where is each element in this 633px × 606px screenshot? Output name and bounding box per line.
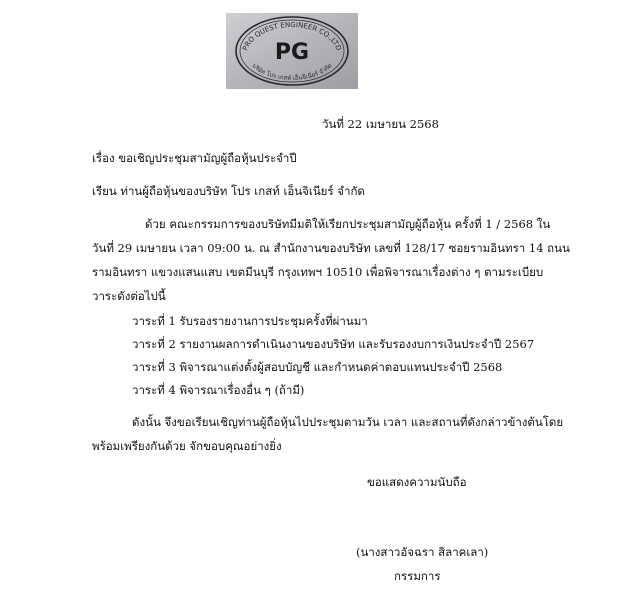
logo-ring-text-top: PRO QUEST ENGINEER CO.,LTD [241,20,343,52]
logo-initials: PG [274,40,310,65]
logo-ring-text-bottom: บริษัท โปร เกสท์ เอ็นจิเนียร์ จำกัด [250,62,334,82]
agenda-item: วาระที่ 1 รับรองรายงานการประชุมครั้งที่ผ่านมา [132,314,368,328]
letter-subject: เรื่อง ขอเชิญประชุมสามัญผู้ถือหุ้นประจำปี [92,151,297,165]
body-line: วันที่ 29 เมษายน เวลา 09:00 น. ณ สำนักงานของบริษัท เลขที่ 128/17 ซอยรามอินทรา 14 ถนน [92,241,570,255]
agenda-item: วาระที่ 2 รายงานผลการดำเนินงานของบริษัท และรับรองงบการเงินประจำปี 2567 [132,337,535,351]
body-line: รามอินทรา แขวงแสนแสบ เขตมีนบุรี กรุงเทพฯ 10510 เพื่อพิจารณาเรื่องต่าง ๆ ตามระเบียบ [92,265,544,279]
company-seal-icon [226,13,358,89]
signatory-name: (นางสาวอัจฉรา สิลาคเลา) [356,545,489,559]
letter-date: วันที่ 22 เมษายน 2568 [322,117,439,131]
agenda-item: วาระที่ 4 พิจารณาเรื่องอื่น ๆ (ถ้ามี) [132,383,305,397]
letter-salutation: เรียน ท่านผู้ถือหุ้นของบริษัท โปร เกสท์ เอ็นจิเนียร์ จำกัด [92,184,365,198]
company-logo [226,13,358,89]
closing-line: พร้อมเพรียงกันด้วย จักขอบคุณอย่างยิ่ง [92,439,282,453]
closing-line: ดังนั้น จึงขอเรียนเชิญท่านผู้ถือหุ้นไปประชุมตามวัน เวลา และสถานที่ดังกล่าวข้างต้นโดย [132,415,564,429]
agenda-item: วาระที่ 3 พิจารณาแต่งตั้งผู้สอบบัญชี และกำหนดค่าตอบแทนประจำปี 2568 [132,360,503,374]
signatory-title: กรรมการ [394,569,441,583]
body-line: ด้วย คณะกรรมการของบริษัทมีมติให้เรียกประชุมสามัญผู้ถือหุ้น ครั้งที่ 1 / 2568 ใน [145,217,551,231]
letter-regards: ขอแสดงความนับถือ [367,475,467,489]
body-line: วาระดังต่อไปนี้ [92,289,166,303]
